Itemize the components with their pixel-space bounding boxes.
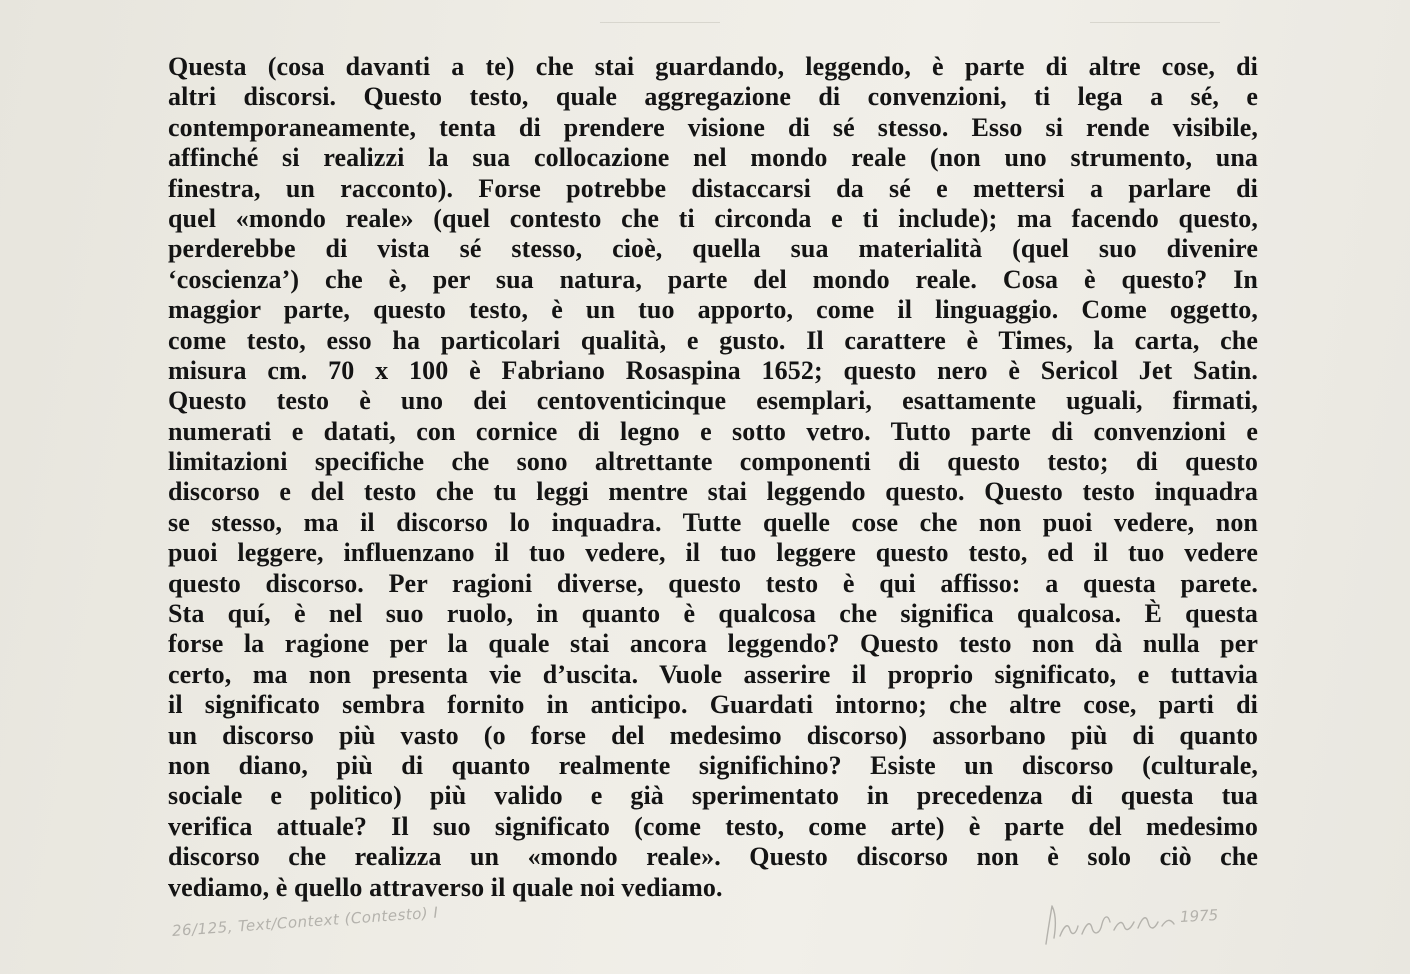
poem-line: Sta quí, è nel suo ruolo, in quanto è qualcosa che significa qualcosa. È questa — [168, 599, 1258, 629]
poem-text-block — [168, 52, 1258, 903]
poem-line: puoi leggere, influenzano il tuo vedere, il tuo leggere questo testo, ed il tuo vedere — [168, 538, 1258, 568]
poem-line: vediamo, è quello attraverso il quale noi vediamo. — [168, 872, 723, 902]
poem-line: Questa (cosa davanti a te) che stai guardando, leggendo, è parte di altre cose, di — [168, 52, 1258, 81]
artist-signature — [1042, 900, 1202, 950]
poem-line: un discorso più vasto (o forse del medesimo discorso) assorbano più di quanto — [168, 720, 1258, 750]
poem-line: non diano, più di quanto realmente significhino? Esiste un discorso (culturale, — [168, 750, 1258, 780]
poem-line: quel «mondo reale» (quel contesto che ti circonda e ti include); ma facendo questo, — [168, 203, 1258, 233]
paper-watermark-right — [1090, 0, 1220, 23]
poem-line: discorso e del testo che tu leggi mentre stai leggendo questo. Questo testo inquadra — [168, 477, 1258, 507]
signature-date: 1975 — [1179, 906, 1219, 926]
poem-line: se stesso, ma il discorso lo inquadra. Tutte quelle cose che non puoi vedere, non — [168, 507, 1258, 537]
edition-number-annotation: 26/125, Text/Context (Contesto) I — [171, 903, 439, 940]
poem-line: discorso che realizza un «mondo reale». Questo discorso non è solo ciò che — [168, 842, 1258, 872]
paper-watermark-left — [600, 0, 720, 23]
poem-line: certo, ma non presenta vie d’uscita. Vuole asserire il proprio significato, e tuttavia — [168, 659, 1258, 689]
poem-line: maggior parte, questo testo, è un tuo apporto, come il linguaggio. Come oggetto, — [168, 295, 1258, 325]
poem-line: verifica attuale? Il suo significato (come testo, come arte) è parte del medesimo — [168, 811, 1258, 841]
poem-line: il significato sembra fornito in anticipo. Guardati intorno; che altre cose, parti di — [168, 690, 1258, 720]
poem-line: come testo, esso ha particolari qualità, e gusto. Il carattere è Times, la carta, che — [168, 325, 1258, 355]
poem-line: misura cm. 70 x 100 è Fabriano Rosaspina 1652; questo nero è Sericol Jet Satin. — [168, 355, 1258, 385]
poem-line: questo discorso. Per ragioni diverse, questo testo è qui affisso: a questa parete. — [168, 568, 1258, 598]
poem-line: affinché si realizzi la sua collocazione nel mondo reale (non uno strumento, una — [168, 143, 1258, 173]
poem-line: sociale e politico) più valido e già sperimentato in precedenza di questa tua — [168, 781, 1258, 811]
poem-line: altri discorsi. Questo testo, quale aggregazione di convenzioni, ti lega a sé, e — [168, 82, 1258, 112]
poem-line: numerati e datati, con cornice di legno e sotto vetro. Tutto parte di convenzioni e — [168, 416, 1258, 446]
poem-line: forse la ragione per la quale stai ancora leggendo? Questo testo non dà nulla per — [168, 629, 1258, 659]
poem-line: ‘coscienza’) che è, per sua natura, parte del mondo reale. Cosa è questo? In — [168, 264, 1258, 294]
poem-line: limitazioni specifiche che sono altrettante componenti di questo testo; di questo — [168, 447, 1258, 477]
poem-line: finestra, un racconto). Forse potrebbe distaccarsi da sé e mettersi a parlare di — [168, 173, 1258, 203]
poem-line: perderebbe di vista sé stesso, cioè, quella sua materialità (quel suo divenire — [168, 234, 1258, 264]
poem-line: contemporaneamente, tenta di prendere visione di sé stesso. Esso si rende visibile, — [168, 112, 1258, 142]
poem-line: Questo testo è uno dei centoventicinque esemplari, esattamente uguali, firmati, — [168, 386, 1258, 416]
